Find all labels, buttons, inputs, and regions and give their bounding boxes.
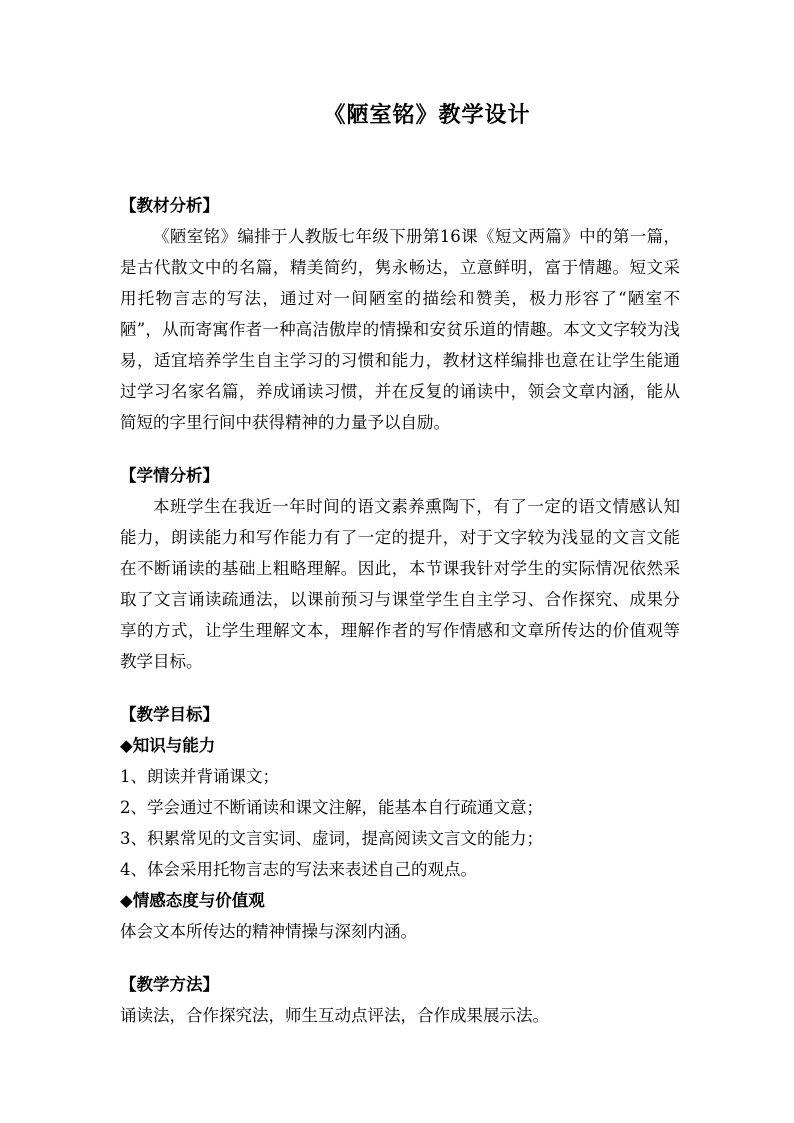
textbook-analysis-paragraph: 《陋室铭》编排于人教版七年级下册第16课《短文两篇》中的第一篇，是古代散文中的名篇，精美简约，隽永畅达，立意鲜明，富于情趣。短文采用托物言志的写法，通过对一间陋室的描绘和赞美，极力形容了“陋室不陋”，从而寄寓作者一种高洁傲岸的情操和安贫乐道的情趣。本文文字较为浅易，适宜培养学生自主学习的习惯和能力，教材这样编排也意在让学生能通过学习名家名篇，养成诵读习惯，并在反复的诵读中，领会文章内涵，能从简短的字里行间中获得精神的力量予以自励。 <box>120 227 680 432</box>
spacer <box>120 677 680 699</box>
student-analysis-paragraph: 本班学生在我近一年时间的语文素养熏陶下，有了一定的语文情感认知能力，朗读能力和写作能力有了一定的提升，对于文字较为浅显的文言文能在不断诵读的基础上粗略理解。因此，本节课我针对学生的实际情况依然采取了文言诵读疏通法，以课前预习与课堂学生自主学习、合作探究、成果分享的方式，让学生理解文本，理解作者的写作情感和文章所传达的价值观等教学目标。 <box>120 497 680 671</box>
spacer <box>120 947 680 969</box>
emotion-values-text: 体会文本所传达的精神情操与深刻内涵。 <box>120 922 417 941</box>
section-heading-student-analysis: 【学情分析】 <box>120 466 219 485</box>
goal-item: 3、积累常见的文言实词、虚词，提高阅读文言文的能力； <box>120 829 543 848</box>
section-heading-teaching-goals: 【教学目标】 <box>120 705 219 724</box>
section-heading-teaching-methods: 【教学方法】 <box>120 975 219 994</box>
goal-item: 1、朗读并背诵课文； <box>120 767 279 786</box>
spacer <box>120 438 680 460</box>
subheading-emotion-values: ◆情感态度与价值观 <box>120 891 265 910</box>
document-body <box>120 190 680 1031</box>
subheading-knowledge-ability: ◆知识与能力 <box>120 736 216 755</box>
page-title: 《陋室铭》教学设计 <box>323 102 531 128</box>
teaching-methods-text: 诵读法，合作探究法，师生互动点评法，合作成果展示法。 <box>120 1006 549 1025</box>
goal-item: 4、体会采用托物言志的写法来表述自己的观点。 <box>120 860 477 879</box>
section-heading-textbook-analysis: 【教材分析】 <box>120 196 219 215</box>
goal-item: 2、学会通过不断诵读和课文注解，能基本自行疏通文意； <box>120 798 543 817</box>
